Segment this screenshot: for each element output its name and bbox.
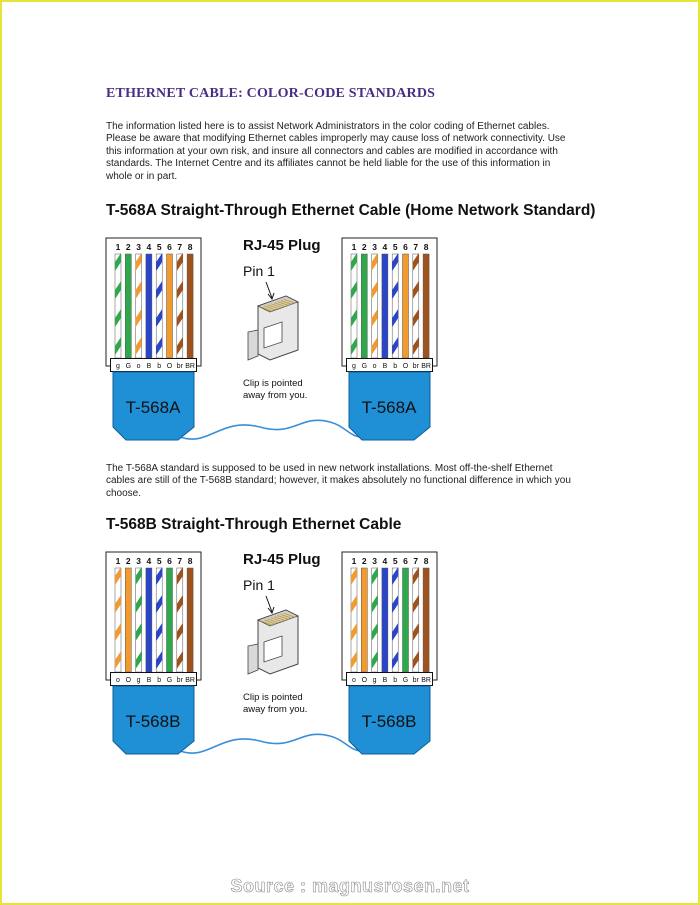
wire-body [187, 568, 193, 672]
pin-number: 8 [187, 556, 193, 566]
pin-number: 8 [187, 242, 193, 252]
wire-abbr: br [176, 677, 183, 684]
wire-body [423, 254, 429, 358]
pin-number: 6 [167, 242, 172, 252]
wire-abbr: br [412, 677, 419, 684]
wire-abbr: B [382, 677, 388, 684]
plug-standard-label: T-568B [361, 712, 417, 731]
wire-abbr: B [382, 363, 388, 370]
pin-number: 2 [361, 556, 367, 566]
wire [351, 567, 357, 672]
rj45-illustration [243, 237, 321, 401]
pin-number: 5 [156, 556, 162, 566]
clip-note-line2: away from you. [243, 704, 308, 715]
t568a-diagram [100, 232, 445, 457]
wire-body [382, 568, 388, 672]
right-plug [342, 552, 437, 754]
wire [125, 254, 131, 358]
wiring-diagram-svg [100, 232, 445, 457]
wire-abbr: b [393, 363, 398, 370]
pin-number: 2 [125, 556, 131, 566]
pin-number: 1 [115, 242, 121, 252]
wire-abbr: br [176, 363, 183, 370]
note-paragraph: The T-568A standard is supposed to be used in new network installations. Most off-the-shelf Ethernet cables are still of the T-568B standard; however, it makes absolutely no functional difference in which you choose. [106, 463, 571, 499]
wire-abbr: BR [421, 677, 431, 684]
pin-number: 5 [156, 242, 162, 252]
pin-number: 3 [136, 556, 141, 566]
rj45-title: RJ-45 Plug [243, 237, 321, 254]
wire [136, 253, 142, 358]
rj45-clip [248, 330, 258, 360]
rj45-clip [248, 644, 258, 674]
abbr-bar-inner [347, 673, 432, 685]
wire [146, 568, 152, 672]
source-watermark: Source : magnusrosen.net [230, 876, 470, 896]
wire [167, 254, 173, 358]
wire [187, 254, 193, 358]
wire [125, 568, 131, 672]
wire [156, 253, 162, 358]
plug-standard-label: T-568A [361, 398, 417, 417]
wire [351, 253, 357, 358]
wire [372, 253, 378, 358]
wire-abbr: o [352, 677, 356, 684]
plug-standard-label: T-568B [125, 712, 181, 731]
intro-paragraph: The information listed here is to assist Network Administrators in the color coding of Ethernet cables. Please be aware that modifying Ethernet cables improperly may cause loss of network connectivity. Use this information at your own risk, and insure all connectors and cables are modified in accordance with standards. The Internet Centre and its affiliates cannot be held liable for the use of this information in whole or in part. [106, 121, 566, 182]
wire [361, 254, 367, 358]
clip-note-line2: away from you. [243, 390, 308, 401]
pin-number: 1 [115, 556, 121, 566]
pin-number: 8 [423, 556, 429, 566]
pin1-label: Pin 1 [243, 263, 275, 279]
wire-body [146, 568, 152, 672]
pin-number: 7 [177, 242, 183, 252]
rj45-title: RJ-45 Plug [243, 551, 321, 568]
pin-number: 1 [351, 556, 357, 566]
pin-number: 1 [351, 242, 357, 252]
patch-cable [180, 734, 362, 753]
wire-body [167, 254, 173, 358]
wire-abbr: B [146, 677, 152, 684]
page-title: ETHERNET CABLE: COLOR-CODE STANDARDS [106, 86, 436, 101]
pin-number: 4 [382, 242, 388, 252]
pin-number: 4 [382, 556, 388, 566]
clip-note-line1: Clip is pointed [243, 692, 303, 703]
abbr-bar-inner [347, 359, 432, 371]
wire-abbr: g [372, 677, 377, 684]
wire-body [125, 568, 131, 672]
pin-number: 7 [177, 556, 183, 566]
patch-cable [180, 420, 362, 439]
wire-body [403, 568, 409, 672]
pin-number: 8 [423, 242, 429, 252]
pin-number: 3 [136, 242, 141, 252]
wire-abbr: g [352, 363, 356, 370]
right-plug [342, 238, 437, 440]
wire-body [146, 254, 152, 358]
pin-number: 7 [413, 242, 419, 252]
wire-abbr: G [361, 363, 368, 370]
wire-abbr: G [166, 677, 173, 684]
wire-body [361, 254, 367, 358]
section-a-heading: T-568A Straight-Through Ethernet Cable (Home Network Standard) [106, 202, 596, 219]
wire [413, 567, 419, 672]
wire [403, 254, 409, 358]
wire-abbr: BR [185, 677, 195, 684]
pin-number: 3 [372, 242, 377, 252]
section-b-heading: T-568B Straight-Through Ethernet Cable [106, 516, 402, 533]
wire [156, 567, 162, 672]
pin-number: 6 [167, 556, 172, 566]
pin-number: 2 [125, 242, 131, 252]
wire-body [403, 254, 409, 358]
wire [146, 254, 152, 358]
wire [136, 567, 142, 672]
wire [177, 567, 183, 672]
left-plug [106, 552, 201, 754]
wire [382, 254, 388, 358]
wire-abbr: g [136, 677, 141, 684]
clip-note-line1: Clip is pointed [243, 378, 303, 389]
pin-number: 4 [146, 556, 152, 566]
pin-number: 5 [392, 556, 398, 566]
wire [392, 567, 398, 672]
abbr-bar-inner [111, 359, 196, 371]
wire [187, 568, 193, 672]
wire-abbr: b [393, 677, 398, 684]
wire [372, 567, 378, 672]
wire [423, 254, 429, 358]
wire-body [167, 568, 173, 672]
wire-abbr: BR [421, 363, 431, 370]
wire-body [382, 254, 388, 358]
wiring-diagram-svg [100, 546, 445, 771]
wire-abbr: O [125, 677, 132, 684]
wire-body [125, 254, 131, 358]
pin-number: 6 [403, 556, 408, 566]
pin1-label: Pin 1 [243, 577, 275, 593]
wire-abbr: g [116, 363, 120, 370]
wire-abbr: b [157, 677, 162, 684]
wire-abbr: G [125, 363, 132, 370]
wire [115, 253, 121, 358]
abbr-bar-inner [111, 673, 196, 685]
wire [177, 253, 183, 358]
pin-number: 5 [392, 242, 398, 252]
wire [403, 568, 409, 672]
plug-standard-label: T-568A [125, 398, 181, 417]
wire [382, 568, 388, 672]
wire-body [187, 254, 193, 358]
wire-abbr: O [166, 363, 173, 370]
pin-number: 6 [403, 242, 408, 252]
wire-abbr: BR [185, 363, 195, 370]
wire-abbr: B [146, 363, 152, 370]
wire-abbr: o [116, 677, 120, 684]
pin-number: 4 [146, 242, 152, 252]
wire-body [361, 568, 367, 672]
wire [423, 568, 429, 672]
wire-abbr: G [402, 677, 409, 684]
wire-abbr: b [157, 363, 162, 370]
rj45-illustration [243, 551, 321, 715]
pin-number: 2 [361, 242, 367, 252]
wire-abbr: O [361, 677, 368, 684]
wire [167, 568, 173, 672]
pin-number: 7 [413, 556, 419, 566]
wire-abbr: br [412, 363, 419, 370]
wire [361, 568, 367, 672]
left-plug [106, 238, 201, 440]
t568b-diagram [100, 546, 445, 771]
wire [413, 253, 419, 358]
pin-number: 3 [372, 556, 377, 566]
wire-abbr: o [372, 363, 377, 370]
wire [115, 567, 121, 672]
wire-abbr: O [402, 363, 409, 370]
wire [392, 253, 398, 358]
wire-abbr: o [136, 363, 141, 370]
wire-body [423, 568, 429, 672]
